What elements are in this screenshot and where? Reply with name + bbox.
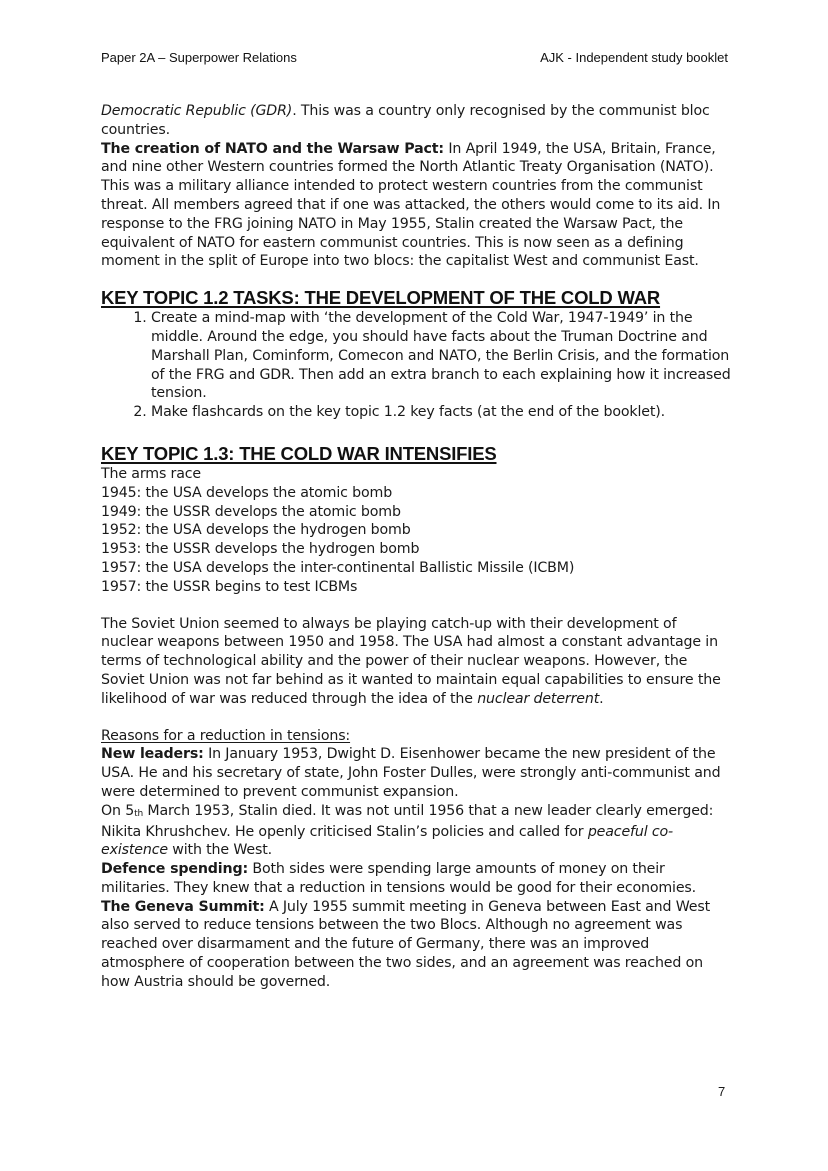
leaders-title: New leaders:	[101, 746, 204, 763]
gdr-rest: . This was a country only recognised by the communist bloc countries.	[101, 103, 710, 138]
arms-item: 1945: the USA develops the atomic bomb	[101, 484, 393, 501]
arms-item: 1953: the USSR develops the hydrogen bomb	[101, 541, 420, 558]
peaceful-coexistence: peaceful co-existence	[101, 823, 674, 859]
soviet-end: .	[599, 690, 604, 707]
stalin-th: th	[134, 808, 144, 819]
arms-item: 1957: the USSR begins to test ICBMs	[101, 578, 358, 595]
stalin-paragraph	[101, 802, 731, 860]
nuclear-deterrent: nuclear deterrent	[477, 690, 600, 707]
geneva-title: The Geneva Summit:	[101, 898, 265, 915]
geneva-paragraph	[101, 898, 731, 992]
task-item: 1. Create a mind-map with ‘the development of the Cold War, 1947-1949’ in the middle. Around the edge, you should have facts about the Truman Doctrine and Marshall Plan, Cominform, Comecon and NATO, the Berlin Crisis, and the formation of the FRG and GDR. Then add an extra branch to each explaining how it increased tension.	[151, 309, 731, 403]
soviet-text: The Soviet Union seemed to always be playing catch-up with their development of nuclear weapons between 1950 and 1958. The USA had almost a constant advantage in terms of technological ability and the power of their nuclear weapons. However, the Soviet Union was not far behind as it wanted to maintain equal capabilities to ensure the likelihood of war was reduced through the idea of the	[101, 615, 721, 707]
tasks-heading: KEY TOPIC 1.2 TASKS: THE DEVELOPMENT OF THE COLD WAR	[101, 287, 661, 309]
arms-item: 1957: the USA develops the inter-continental Ballistic Missile (ICBM)	[101, 559, 575, 576]
arms-item: 1952: the USA develops the hydrogen bomb	[101, 522, 411, 539]
arms-title: The arms race	[101, 465, 202, 482]
nato-text: In April 1949, the USA, Britain, France, and nine other Western countries formed the North Atlantic Treaty Organisation (NATO). This was a military alliance intended to protect western countries from the communist threat. All members agreed that if one was attacked, the others would come to its aid. In response to the FRG joining NATO in May 1955, Stalin created the Warsaw Pact, the equivalent of NATO for eastern communist countries. This is now seen as a defining moment in the split of Europe into two blocs: the capitalist West and communist East.	[101, 140, 721, 270]
leaders-text: In January 1953, Dwight D. Eisenhower became the new president of the USA. He and his secretary of state, John Foster Dulles, were strongly anti-communist and were determined to prevent communist expansion.	[101, 746, 721, 800]
stalin-end: with the West.	[167, 842, 272, 859]
tasks-list	[101, 309, 731, 422]
page-header	[101, 50, 728, 68]
gdr-paragraph	[101, 102, 731, 140]
topic-heading: KEY TOPIC 1.3: THE COLD WAR INTENSIFIES	[101, 442, 497, 464]
reasons-title: Reasons for a reduction in tensions:	[101, 727, 351, 744]
header-right: AJK - Independent study booklet	[540, 50, 728, 65]
defence-title: Defence spending:	[101, 861, 248, 878]
arms-item: 1949: the USSR develops the atomic bomb	[101, 503, 401, 520]
leaders-paragraph	[101, 745, 731, 801]
page-content	[101, 102, 731, 992]
stalin-on: On 5	[101, 802, 135, 819]
header-left: Paper 2A – Superpower Relations	[101, 50, 297, 65]
defence-paragraph	[101, 860, 731, 898]
stalin-text: March 1953, Stalin died. It was not until 1956 that a new leader clearly emerged: Nikita Khrushchev. He openly criticised Stalin’s policies and called for	[101, 802, 714, 840]
soviet-paragraph	[101, 615, 731, 709]
page-number: 7	[718, 1084, 726, 1099]
gdr-italic: Democratic Republic (GDR)	[101, 103, 293, 119]
nato-title: The creation of NATO and the Warsaw Pact:	[101, 140, 444, 157]
defence-text: Both sides were spending large amounts of money on their militaries. They knew that a reduction in tensions would be good for their economies.	[101, 861, 697, 896]
nato-paragraph	[101, 140, 731, 272]
task-item: 2. Make flashcards on the key topic 1.2 key facts (at the end of the booklet).	[151, 403, 731, 422]
geneva-text: A July 1955 summit meeting in Geneva between East and West also served to reduce tensions between the two Blocs. Although no agreement was reached over disarmament and the future of Germany, there was an improved atmosphere of cooperation between the two sides, and an agreement was reached on how Austria should be governed.	[101, 898, 711, 990]
